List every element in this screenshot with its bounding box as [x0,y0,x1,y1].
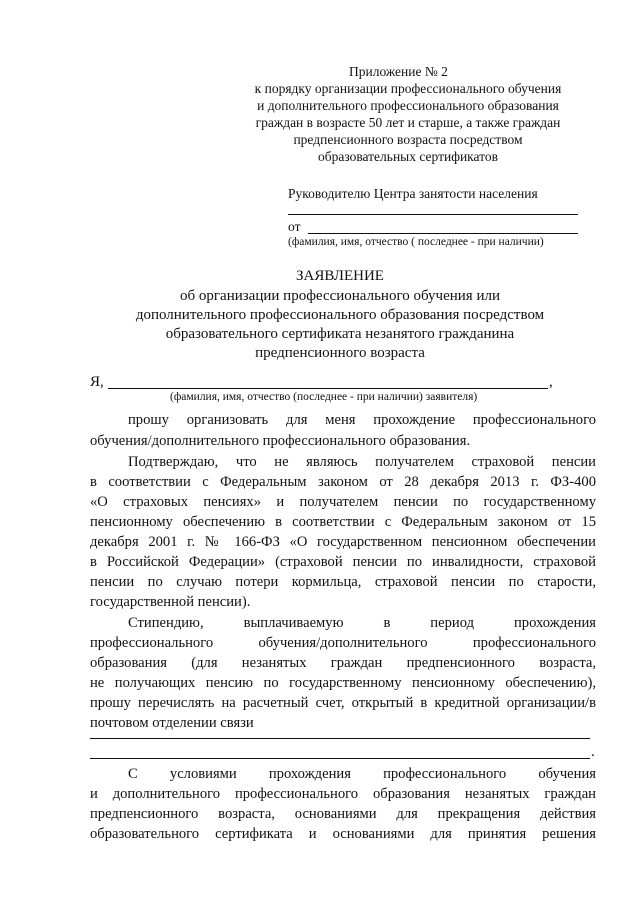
addressee-from-label: от [288,219,301,234]
paragraph-line: почтовом отделении связи [90,715,254,731]
appendix-line: образовательных сертификатов [317,149,499,164]
addressee-to: Руководителю Центра занятости населения [288,186,538,201]
addressee-from-field[interactable] [308,233,578,234]
paragraph-line: прошу организовать для меня прохождение профессионального [128,412,596,428]
paragraph-line: в соответствии с Федеральным законом от 28 декабря 2013 г. ФЗ-400 [90,474,596,490]
paragraph-line: обучения/дополнительного профессионального образования. [90,433,471,449]
paragraph-line: декабря 2001 г. № 166-ФЗ «О государственном пенсионном обеспечении [90,534,596,550]
paragraph-line: Стипендию, выплачиваемую в период прохождения [128,615,596,631]
applicant-hint: (фамилия, имя, отчество (последнее - при наличии) заявителя) [170,391,478,403]
paragraph-line: Подтверждаю, что не являюсь получателем страховой пенсии [128,454,596,470]
paragraph-line: не получающих пенсию по государственному пенсионному обеспечению), [90,675,596,691]
statement-subtitle: образовательного сертификата незанятого гражданина [165,326,515,342]
paragraph-line: образовательного сертификата и основаниями для принятия решения [90,826,596,842]
addressee-from-hint: (фамилия, имя, отчество ( последнее - при наличии) [288,236,544,248]
statement-subtitle: дополнительного профессионального образования посредством [135,307,545,323]
appendix-line: и дополнительного профессионального образования [257,98,559,113]
appendix-line: к порядку организации профессионального обучения [254,81,562,96]
paragraph-line: предпенсионного возраста, основаниями для прекращения действия [90,806,596,822]
appendix-line: предпенсионного возраста посредством [293,132,523,147]
applicant-suffix: , [549,374,553,390]
applicant-name-field[interactable] [108,388,548,389]
applicant-prefix: Я, [90,374,104,390]
paragraph-line: пенсионному обеспечению в соответствии с Федеральным законом от 15 [90,514,596,530]
statement-title: ЗАЯВЛЕНИЕ [296,268,384,284]
appendix-title: Приложение № 2 [349,64,448,79]
paragraph-line: и дополнительного профессионального образования незанятых граждан [90,786,596,802]
paragraph-line: образования (для незанятых граждан предпенсионного возраста, [90,655,596,671]
appendix-line: граждан в возрасте 50 лет и старше, а также граждан [255,115,561,130]
paragraph-line: прошу перечислять на расчетный счет, открытый в кредитной организации/в [90,695,596,711]
bank-details-field[interactable] [90,738,590,739]
paragraph-line: «О страховых пенсиях» и получателем пенсии по государственному [90,494,596,510]
statement-subtitle: об организации профессионального обучения или [180,288,500,304]
addressee-blank-line[interactable] [288,214,578,215]
paragraph-line: в Российской Федерации» (страховой пенсии по инвалидности, страховой [90,554,596,570]
bank-details-field[interactable] [90,758,590,759]
paragraph-line: профессионального обучения/дополнительного профессионального [90,635,596,651]
paragraph-line: С условиями прохождения профессионального обучения [128,766,596,782]
paragraph-line: пенсии по случаю потери кормильца, страховой пенсии по старости, [90,574,596,590]
bank-details-end: . [591,744,595,760]
paragraph-line: государственной пенсии). [90,594,251,610]
statement-subtitle: предпенсионного возраста [255,345,425,361]
